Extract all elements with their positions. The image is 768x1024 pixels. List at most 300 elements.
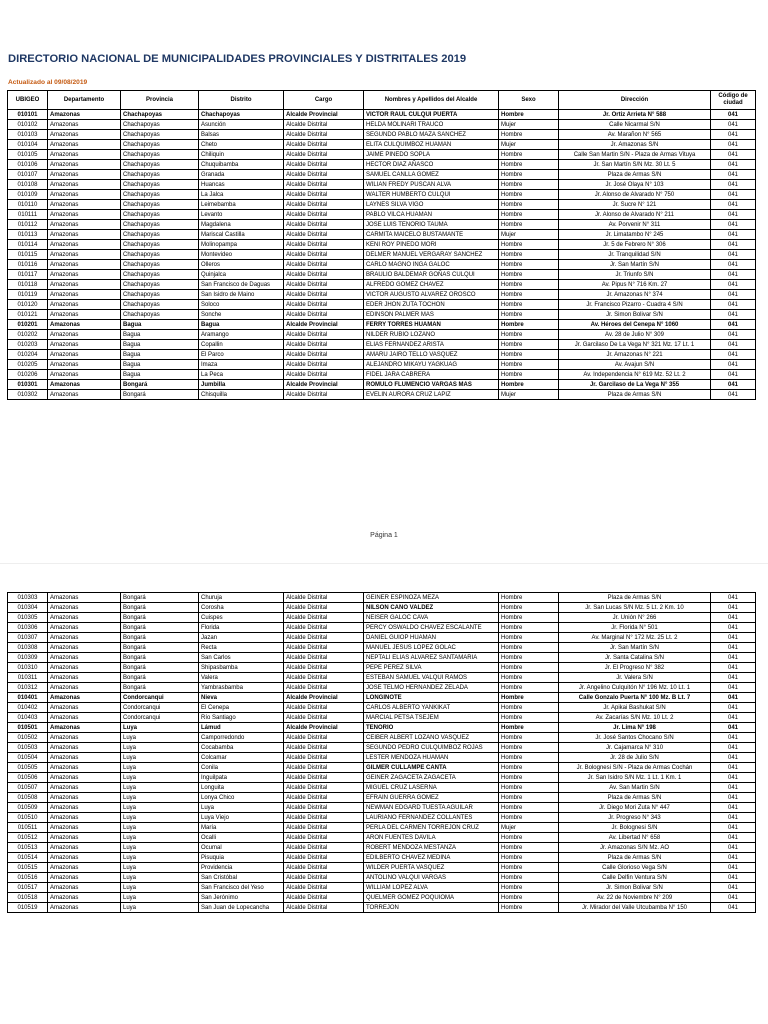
cell-codigo-ciudad: 041 [711, 633, 756, 643]
cell-direccion: Jr. San Lucas S/N Mz. 5 Lt. 2 Km. 10 [559, 603, 711, 613]
cell-departamento: Amazonas [48, 773, 121, 783]
cell-provincia: Luya [121, 883, 199, 893]
cell-distrito: Camporredondo [199, 733, 284, 743]
cell-direccion: Jr. Unión N° 266 [559, 613, 711, 623]
cell-distrito: San Francisco de Daguas [199, 280, 284, 290]
cell-codigo-ciudad: 041 [711, 360, 756, 370]
table-row [8, 380, 756, 390]
cell-distrito: Luya Viejo [199, 813, 284, 823]
table-header-row [8, 91, 756, 110]
cell-provincia: Chachapoyas [121, 200, 199, 210]
cell-ubigeo: 010110 [8, 200, 48, 210]
header-ubigeo: UBIGEO [8, 91, 48, 110]
table-row [8, 260, 756, 270]
cell-codigo-ciudad: 041 [711, 300, 756, 310]
cell-direccion: Jr. Garcilaso De La Vega N° 321 Mz. 17 Lt. 1 [559, 340, 711, 350]
cell-ubigeo: 010519 [8, 903, 48, 913]
cell-nombre: PERCY OSWALDO CHAVEZ ESCALANTE [364, 623, 499, 633]
cell-ubigeo: 010114 [8, 240, 48, 250]
cell-ubigeo: 010308 [8, 643, 48, 653]
cell-distrito: Aramango [199, 330, 284, 340]
cell-distrito: La Jalca [199, 190, 284, 200]
cell-sexo: Hombre [499, 673, 559, 683]
header-provincia: Provincia [121, 91, 199, 110]
cell-distrito: Cocabamba [199, 743, 284, 753]
cell-codigo-ciudad: 041 [711, 813, 756, 823]
cell-departamento: Amazonas [48, 330, 121, 340]
cell-departamento: Amazonas [48, 623, 121, 633]
cell-nombre: NEISER GALOC CAVA [364, 613, 499, 623]
table-row [8, 290, 756, 300]
cell-departamento: Amazonas [48, 270, 121, 280]
cell-provincia: Condorcanqui [121, 693, 199, 703]
cell-ubigeo: 010113 [8, 230, 48, 240]
cell-sexo: Hombre [499, 200, 559, 210]
cell-codigo-ciudad: 041 [711, 380, 756, 390]
cell-distrito: Longuita [199, 783, 284, 793]
cell-cargo: Alcalde Distrital [284, 813, 364, 823]
cell-provincia: Chachapoyas [121, 180, 199, 190]
cell-distrito: San Juan de Lopecancha [199, 903, 284, 913]
cell-provincia: Chachapoyas [121, 190, 199, 200]
cell-direccion: Jr. José Olaya N° 103 [559, 180, 711, 190]
cell-ubigeo: 010121 [8, 310, 48, 320]
cell-sexo: Hombre [499, 220, 559, 230]
cell-distrito: Inguilpata [199, 773, 284, 783]
cell-codigo-ciudad: 041 [711, 280, 756, 290]
table-row [8, 180, 756, 190]
cell-distrito: Churuja [199, 593, 284, 603]
cell-cargo: Alcalde Distrital [284, 370, 364, 380]
cell-provincia: Luya [121, 793, 199, 803]
cell-direccion: Av. Héroes del Cenepa N° 1060 [559, 320, 711, 330]
cell-sexo: Hombre [499, 633, 559, 643]
header-cargo: Cargo [284, 91, 364, 110]
cell-direccion: Av. Pipus N° 716 Km. 27 [559, 280, 711, 290]
cell-sexo: Hombre [499, 713, 559, 723]
cell-ubigeo: 010104 [8, 140, 48, 150]
cell-distrito: Yambrasbamba [199, 683, 284, 693]
cell-nombre: LAURIANO FERNANDEZ COLLANTES [364, 813, 499, 823]
cell-codigo-ciudad: 041 [711, 843, 756, 853]
cell-nombre: NEPTALI ELIAS ALVAREZ SANTAMARIA [364, 653, 499, 663]
cell-sexo: Hombre [499, 883, 559, 893]
table-row [8, 773, 756, 783]
cell-departamento: Amazonas [48, 140, 121, 150]
cell-nombre: WILLIAM LOPEZ ALVA [364, 883, 499, 893]
cell-codigo-ciudad: 041 [711, 853, 756, 863]
cell-distrito: Huancas [199, 180, 284, 190]
cell-ubigeo: 010108 [8, 180, 48, 190]
cell-departamento: Amazonas [48, 823, 121, 833]
cell-direccion: Jr. San Martín S/N Mz. 30 Lt. 5 [559, 160, 711, 170]
cell-codigo-ciudad: 041 [711, 320, 756, 330]
cell-direccion: Calle Glorioso Vega S/N [559, 863, 711, 873]
page-separator [0, 563, 768, 564]
cell-departamento: Amazonas [48, 703, 121, 713]
cell-cargo: Alcalde Distrital [284, 753, 364, 763]
cell-ubigeo: 010117 [8, 270, 48, 280]
cell-provincia: Bongará [121, 613, 199, 623]
cell-provincia: Bagua [121, 370, 199, 380]
cell-departamento: Amazonas [48, 843, 121, 853]
cell-ubigeo: 010106 [8, 160, 48, 170]
table-row [8, 643, 756, 653]
cell-nombre: LESTER MENDOZA HUAMAN [364, 753, 499, 763]
cell-direccion: Calle Delfin Ventura S/N [559, 873, 711, 883]
table-row [8, 330, 756, 340]
cell-codigo-ciudad: 041 [711, 703, 756, 713]
cell-direccion: Plaza de Armas S/N [559, 793, 711, 803]
cell-nombre: ELIAS FERNANDEZ ARISTA [364, 340, 499, 350]
cell-departamento: Amazonas [48, 260, 121, 270]
cell-direccion: Av. 28 de Julio N° 309 [559, 330, 711, 340]
cell-cargo: Alcalde Distrital [284, 280, 364, 290]
cell-cargo: Alcalde Distrital [284, 190, 364, 200]
cell-cargo: Alcalde Distrital [284, 260, 364, 270]
cell-provincia: Bongará [121, 663, 199, 673]
cell-departamento: Amazonas [48, 360, 121, 370]
table-row [8, 340, 756, 350]
cell-provincia: Luya [121, 753, 199, 763]
cell-direccion: Jr. Amazonas N° 221 [559, 350, 711, 360]
cell-cargo: Alcalde Distrital [284, 120, 364, 130]
cell-codigo-ciudad: 041 [711, 863, 756, 873]
cell-sexo: Hombre [499, 903, 559, 913]
cell-departamento: Amazonas [48, 603, 121, 613]
cell-ubigeo: 010303 [8, 593, 48, 603]
cell-distrito: Cheto [199, 140, 284, 150]
cell-distrito: Leimebamba [199, 200, 284, 210]
table-row [8, 270, 756, 280]
cell-distrito: Shipasbamba [199, 663, 284, 673]
cell-ubigeo: 010105 [8, 150, 48, 160]
cell-sexo: Mujer [499, 120, 559, 130]
cell-codigo-ciudad: 041 [711, 653, 756, 663]
cell-departamento: Amazonas [48, 290, 121, 300]
cell-cargo: Alcalde Distrital [284, 603, 364, 613]
cell-departamento: Amazonas [48, 110, 121, 120]
cell-codigo-ciudad: 041 [711, 683, 756, 693]
cell-sexo: Mujer [499, 823, 559, 833]
cell-ubigeo: 010518 [8, 893, 48, 903]
cell-provincia: Bongará [121, 593, 199, 603]
cell-cargo: Alcalde Distrital [284, 823, 364, 833]
cell-distrito: Molinopampa [199, 240, 284, 250]
cell-distrito: Luya [199, 803, 284, 813]
cell-ubigeo: 010202 [8, 330, 48, 340]
cell-nombre: EDER JHON ZUTA TOCHON [364, 300, 499, 310]
table-row [8, 733, 756, 743]
table-row [8, 743, 756, 753]
cell-departamento: Amazonas [48, 190, 121, 200]
cell-sexo: Hombre [499, 300, 559, 310]
cell-departamento: Amazonas [48, 893, 121, 903]
table-row [8, 350, 756, 360]
header-departamento: Departamento [48, 91, 121, 110]
cell-sexo: Hombre [499, 853, 559, 863]
cell-distrito: Bagua [199, 320, 284, 330]
cell-ubigeo: 010501 [8, 723, 48, 733]
cell-nombre: EVELIN AURORA CRUZ LAPIZ [364, 390, 499, 400]
cell-codigo-ciudad: 041 [711, 150, 756, 160]
cell-distrito: Conila [199, 763, 284, 773]
cell-departamento: Amazonas [48, 310, 121, 320]
cell-sexo: Hombre [499, 703, 559, 713]
cell-codigo-ciudad: 041 [711, 793, 756, 803]
table-row [8, 663, 756, 673]
table-row [8, 723, 756, 733]
table-row [8, 230, 756, 240]
cell-departamento: Amazonas [48, 200, 121, 210]
cell-nombre: EDINSON PALMER MAS [364, 310, 499, 320]
cell-sexo: Hombre [499, 350, 559, 360]
cell-departamento: Amazonas [48, 683, 121, 693]
cell-departamento: Amazonas [48, 873, 121, 883]
cell-direccion: Jr. Bolognesi S/N [559, 823, 711, 833]
cell-direccion: Plaza de Armas S/N [559, 390, 711, 400]
cell-ubigeo: 010509 [8, 803, 48, 813]
table-row [8, 673, 756, 683]
cell-provincia: Bongará [121, 633, 199, 643]
cell-provincia: Chachapoyas [121, 130, 199, 140]
cell-provincia: Chachapoyas [121, 210, 199, 220]
cell-codigo-ciudad: 041 [711, 763, 756, 773]
cell-codigo-ciudad: 041 [711, 903, 756, 913]
cell-direccion: Jr. Bolognesi S/N - Plaza de Armas Cochán [559, 763, 711, 773]
cell-cargo: Alcalde Distrital [284, 643, 364, 653]
cell-sexo: Hombre [499, 723, 559, 733]
cell-sexo: Hombre [499, 893, 559, 903]
cell-codigo-ciudad: 041 [711, 190, 756, 200]
cell-direccion: Jr. Florida N° 501 [559, 623, 711, 633]
cell-cargo: Alcalde Distrital [284, 793, 364, 803]
table-row [8, 853, 756, 863]
cell-nombre: WILIAN FREDY PUSCAN ALVA [364, 180, 499, 190]
cell-provincia: Luya [121, 723, 199, 733]
header-sexo: Sexo [499, 91, 559, 110]
cell-sexo: Hombre [499, 643, 559, 653]
cell-direccion: Jr. San Martín S/N [559, 260, 711, 270]
cell-distrito: Asunción [199, 120, 284, 130]
cell-nombre: FIDEL JARA CABRERA [364, 370, 499, 380]
cell-codigo-ciudad: 041 [711, 693, 756, 703]
cell-departamento: Amazonas [48, 833, 121, 843]
cell-departamento: Amazonas [48, 673, 121, 683]
cell-codigo-ciudad: 041 [711, 723, 756, 733]
cell-direccion: Jr. Santa Catalina S/N [559, 653, 711, 663]
cell-nombre: VICTOR AUGUSTO ALVAREZ OROSCO [364, 290, 499, 300]
table-row [8, 873, 756, 883]
cell-sexo: Hombre [499, 783, 559, 793]
cell-sexo: Hombre [499, 240, 559, 250]
cell-direccion: Jr. 5 de Febrero N° 306 [559, 240, 711, 250]
cell-cargo: Alcalde Distrital [284, 623, 364, 633]
table-row [8, 130, 756, 140]
cell-nombre: FERRY TORRES HUAMAN [364, 320, 499, 330]
cell-nombre: JAIME PINEDO SOPLA [364, 150, 499, 160]
cell-provincia: Luya [121, 833, 199, 843]
cell-direccion: Jr. Alonso de Alvarado N° 211 [559, 210, 711, 220]
cell-sexo: Hombre [499, 753, 559, 763]
cell-sexo: Hombre [499, 360, 559, 370]
cell-provincia: Bagua [121, 340, 199, 350]
cell-departamento: Amazonas [48, 633, 121, 643]
cell-direccion: Jr. San Martín S/N [559, 643, 711, 653]
cell-nombre: ELITA CULQUIMBOZ HUAMAN [364, 140, 499, 150]
cell-ubigeo: 010513 [8, 843, 48, 853]
cell-provincia: Luya [121, 803, 199, 813]
cell-distrito: San Cristóbal [199, 873, 284, 883]
cell-codigo-ciudad: 041 [711, 330, 756, 340]
cell-direccion: Jr. Mirador del Valle Utcubamba N° 150 [559, 903, 711, 913]
cell-ubigeo: 010507 [8, 783, 48, 793]
cell-provincia: Chachapoyas [121, 110, 199, 120]
cell-sexo: Hombre [499, 613, 559, 623]
table-row [8, 190, 756, 200]
cell-cargo: Alcalde Distrital [284, 200, 364, 210]
cell-distrito: Ocumal [199, 843, 284, 853]
cell-direccion: Av. Porvenir N° 311 [559, 220, 711, 230]
cell-codigo-ciudad: 041 [711, 743, 756, 753]
cell-distrito: Nieva [199, 693, 284, 703]
cell-direccion: Jr. Lima N° 198 [559, 723, 711, 733]
cell-departamento: Amazonas [48, 903, 121, 913]
cell-nombre: MARCIAL PETSA TSEJEM [364, 713, 499, 723]
cell-sexo: Hombre [499, 290, 559, 300]
cell-departamento: Amazonas [48, 813, 121, 823]
cell-sexo: Hombre [499, 813, 559, 823]
cell-provincia: Bagua [121, 350, 199, 360]
cell-codigo-ciudad: 041 [711, 823, 756, 833]
cell-direccion: Av. Marañon N° 565 [559, 130, 711, 140]
cell-nombre: DELMER MANUEL VERGARAY SANCHEZ [364, 250, 499, 260]
cell-provincia: Luya [121, 863, 199, 873]
cell-ubigeo: 010115 [8, 250, 48, 260]
updated-date: Actualizado al 09/08/2019 [8, 79, 88, 86]
cell-sexo: Hombre [499, 310, 559, 320]
cell-direccion: Jr. Limatambo N° 245 [559, 230, 711, 240]
cell-departamento: Amazonas [48, 230, 121, 240]
cell-sexo: Mujer [499, 230, 559, 240]
cell-sexo: Hombre [499, 743, 559, 753]
cell-cargo: Alcalde Distrital [284, 390, 364, 400]
cell-ubigeo: 010304 [8, 603, 48, 613]
cell-ubigeo: 010112 [8, 220, 48, 230]
cell-nombre: ARON FUENTES DAVILA [364, 833, 499, 843]
cell-departamento: Amazonas [48, 863, 121, 873]
cell-ubigeo: 010311 [8, 673, 48, 683]
cell-nombre: PERLA DEL CARMEN TORREJON CRUZ [364, 823, 499, 833]
cell-nombre: TORREJON [364, 903, 499, 913]
cell-distrito: Mariscal Castilla [199, 230, 284, 240]
cell-codigo-ciudad: 041 [711, 603, 756, 613]
cell-codigo-ciudad: 041 [711, 783, 756, 793]
cell-provincia: Chachapoyas [121, 160, 199, 170]
cell-distrito: Florida [199, 623, 284, 633]
cell-codigo-ciudad: 041 [711, 230, 756, 240]
cell-departamento: Amazonas [48, 120, 121, 130]
cell-direccion: Jr. Progreso N° 343 [559, 813, 711, 823]
cell-codigo-ciudad: 041 [711, 220, 756, 230]
cell-provincia: Luya [121, 893, 199, 903]
cell-provincia: Luya [121, 853, 199, 863]
cell-codigo-ciudad: 041 [711, 613, 756, 623]
cell-cargo: Alcalde Distrital [284, 613, 364, 623]
table-row [8, 360, 756, 370]
cell-nombre: ANTOLINO VALQUI VARGAS [364, 873, 499, 883]
cell-sexo: Hombre [499, 593, 559, 603]
cell-codigo-ciudad: 041 [711, 170, 756, 180]
cell-direccion: Av. Libertad N° 658 [559, 833, 711, 843]
cell-codigo-ciudad: 041 [711, 250, 756, 260]
cell-nombre: TENORIO [364, 723, 499, 733]
cell-direccion: Av. Zacarías S/N Mz. 10 Lt. 2 [559, 713, 711, 723]
cell-provincia: Chachapoyas [121, 310, 199, 320]
cell-cargo: Alcalde Distrital [284, 170, 364, 180]
cell-sexo: Hombre [499, 683, 559, 693]
table-row [8, 843, 756, 853]
table-row [8, 833, 756, 843]
table-row [8, 300, 756, 310]
cell-direccion: Plaza de Armas S/N [559, 593, 711, 603]
cell-codigo-ciudad: 041 [711, 160, 756, 170]
cell-sexo: Hombre [499, 380, 559, 390]
cell-direccion: Av. Marginal N° 172 Mz. 25 Lt. 2 [559, 633, 711, 643]
cell-cargo: Alcalde Distrital [284, 270, 364, 280]
table-row [8, 320, 756, 330]
cell-departamento: Amazonas [48, 803, 121, 813]
cell-direccion: Jr. Francisco Pizarro - Cuadra 4 S/N [559, 300, 711, 310]
table-row [8, 823, 756, 833]
cell-sexo: Hombre [499, 180, 559, 190]
cell-ubigeo: 010118 [8, 280, 48, 290]
cell-ubigeo: 010109 [8, 190, 48, 200]
cell-departamento: Amazonas [48, 663, 121, 673]
table-row [8, 693, 756, 703]
cell-cargo: Alcalde Provincial [284, 693, 364, 703]
table-row [8, 653, 756, 663]
cell-departamento: Amazonas [48, 300, 121, 310]
cell-ubigeo: 010120 [8, 300, 48, 310]
cell-codigo-ciudad: 041 [711, 673, 756, 683]
cell-direccion: Av. Avajun S/N [559, 360, 711, 370]
cell-ubigeo: 010305 [8, 613, 48, 623]
table-row [8, 753, 756, 763]
cell-nombre: SAMUEL CANLLA GOMEZ [364, 170, 499, 180]
cell-departamento: Amazonas [48, 280, 121, 290]
cell-nombre: GEINER ZAGACETA ZAGACETA [364, 773, 499, 783]
table-row [8, 390, 756, 400]
cell-cargo: Alcalde Provincial [284, 723, 364, 733]
cell-distrito: Soloco [199, 300, 284, 310]
cell-provincia: Luya [121, 823, 199, 833]
cell-ubigeo: 010107 [8, 170, 48, 180]
table-row [8, 883, 756, 893]
cell-provincia: Chachapoyas [121, 140, 199, 150]
cell-cargo: Alcalde Distrital [284, 633, 364, 643]
cell-sexo: Hombre [499, 110, 559, 120]
cell-provincia: Bongará [121, 603, 199, 613]
cell-cargo: Alcalde Distrital [284, 853, 364, 863]
cell-provincia: Chachapoyas [121, 270, 199, 280]
cell-distrito: Chuquibamba [199, 160, 284, 170]
cell-distrito: Chisquilla [199, 390, 284, 400]
cell-sexo: Hombre [499, 330, 559, 340]
cell-sexo: Hombre [499, 603, 559, 613]
table-row [8, 160, 756, 170]
cell-distrito: Jumbilla [199, 380, 284, 390]
